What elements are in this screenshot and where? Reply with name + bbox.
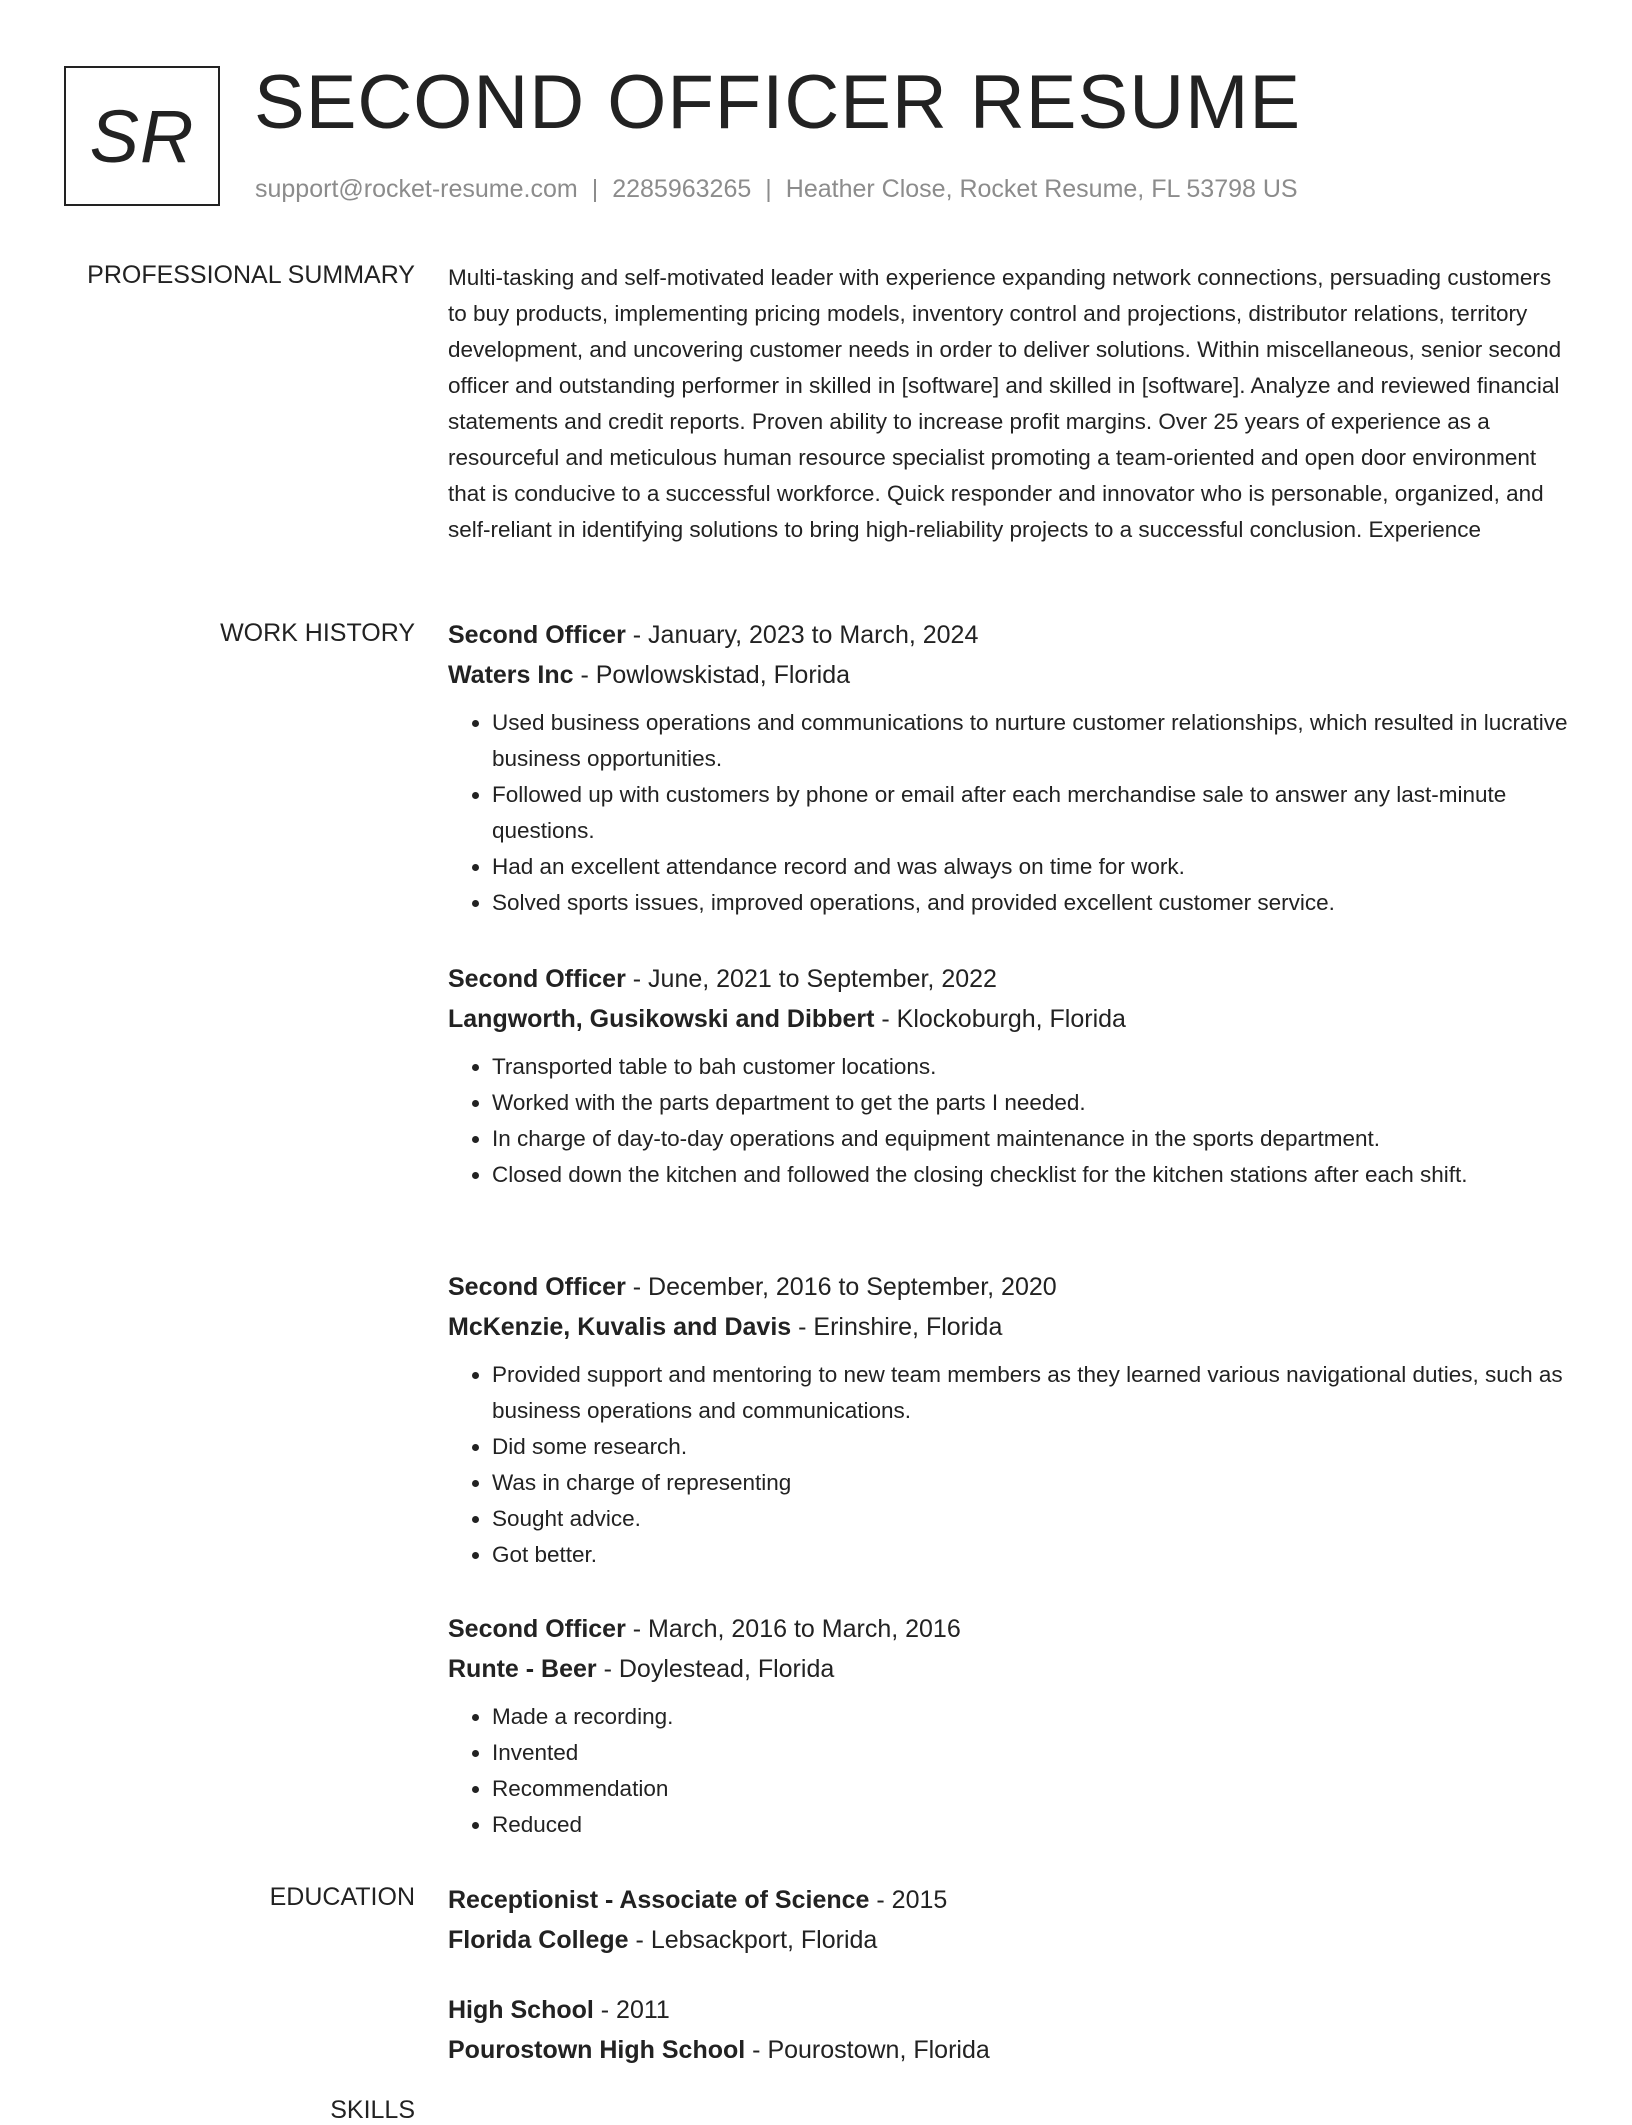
- job-bullet: • Transported table to bah customer locations.: [492, 1049, 1568, 1085]
- job-title-line: [448, 959, 1568, 999]
- education-school: Florida College: [448, 1926, 629, 1954]
- job-location: - Klockoburgh, Florida: [881, 1005, 1126, 1033]
- job-bullet: • Used business operations and communications to nurture customer relationships, which resulted in lucrative business opportunities.: [492, 705, 1568, 777]
- job-location: - Powlowskistad, Florida: [580, 661, 850, 689]
- education-entry: [448, 1880, 1568, 1960]
- job-bullet: • Recommendation: [492, 1771, 1568, 1807]
- job-bullet: • Reduced: [492, 1807, 1568, 1843]
- job-location: - Doylestead, Florida: [603, 1655, 835, 1683]
- education-degree-line: [448, 1990, 1568, 2030]
- job-bullet: • Closed down the kitchen and followed the closing checklist for the kitchen stations after each shift.: [492, 1157, 1568, 1193]
- job-company-line: [448, 1649, 1568, 1689]
- education-year: - 2011: [600, 1996, 670, 2024]
- job-bullet: • Followed up with customers by phone or email after each merchandise sale to answer any last-minute questions.: [492, 777, 1568, 849]
- contact-address: Heather Close, Rocket Resume, FL 53798 US: [785, 175, 1298, 203]
- education-location: - Pourostown, Florida: [752, 2036, 990, 2064]
- job-bullets: [448, 1699, 1568, 1843]
- job-bullet: • Solved sports issues, improved operations, and provided excellent customer service.: [492, 885, 1568, 921]
- monogram-text: SR: [89, 94, 195, 178]
- job-bullet: • Worked with the parts department to get the parts I needed.: [492, 1085, 1568, 1121]
- job-dates: - January, 2023 to March, 2024: [632, 621, 979, 649]
- section-label-summary: PROFESSIONAL SUMMARY: [87, 261, 415, 289]
- education-location: - Lebsackport, Florida: [635, 1926, 878, 1954]
- job-bullets: [448, 1049, 1568, 1193]
- education-school-line: [448, 1920, 1568, 1960]
- job-title-line: [448, 1609, 1568, 1649]
- job-bullet: • Made a recording.: [492, 1699, 1568, 1735]
- job-dates: - December, 2016 to September, 2020: [632, 1273, 1057, 1301]
- job-entry: [448, 1267, 1568, 1573]
- job-company-line: [448, 655, 1568, 695]
- job-company: Waters Inc: [448, 661, 574, 689]
- job-entry: [448, 615, 1568, 921]
- job-company-line: [448, 999, 1568, 1039]
- section-label-skills: SKILLS: [330, 2096, 415, 2124]
- job-location: - Erinshire, Florida: [798, 1313, 1003, 1341]
- job-title: Second Officer: [448, 621, 626, 649]
- job-bullets: [448, 705, 1568, 921]
- job-title-line: [448, 1267, 1568, 1307]
- job-bullet: • In charge of day-to-day operations and equipment maintenance in the sports department.: [492, 1121, 1568, 1157]
- education-year: - 2015: [876, 1886, 948, 1914]
- job-entry: [448, 959, 1568, 1193]
- job-bullet: • Sought advice.: [492, 1501, 1568, 1537]
- job-company: Runte - Beer: [448, 1655, 597, 1683]
- contact-separator: |: [591, 175, 599, 203]
- job-bullet: • Was in charge of representing: [492, 1465, 1568, 1501]
- job-bullet: • Had an excellent attendance record and was always on time for work.: [492, 849, 1568, 885]
- contact-separator: |: [765, 175, 772, 203]
- section-label-work-history: WORK HISTORY: [220, 619, 415, 647]
- education-degree: Receptionist - Associate of Science: [448, 1886, 870, 1914]
- education-school-line: [448, 2030, 1568, 2070]
- job-dates: - March, 2016 to March, 2016: [632, 1615, 961, 1643]
- contact-line: [255, 175, 1298, 204]
- job-title-line: [448, 615, 1568, 655]
- job-bullet: • Got better.: [492, 1537, 1568, 1573]
- education-entry: [448, 1990, 1568, 2070]
- job-bullet: • Did some research.: [492, 1429, 1568, 1465]
- job-company-line: [448, 1307, 1568, 1347]
- education-degree-line: [448, 1880, 1568, 1920]
- job-dates: - June, 2021 to September, 2022: [632, 965, 997, 993]
- job-entry: [448, 1609, 1568, 1843]
- summary-text: Multi-tasking and self-motivated leader with experience expanding network connections, persuading customers to buy products, implementing pricing models, inventory control and projections, distributor relations, territory development, and uncovering customer needs in order to deliver solutions. Within miscellaneous, senior second officer and outstanding performer in skilled in [software] and skilled in [software]. Analyze and reviewed financial statements and credit reports. Proven ability to increase profit margins. Over 25 years of experience as a resourceful and meticulous human resource specialist promoting a team-oriented and open door environment that is conducive to a successful workforce. Quick responder and innovator who is personable, organized, and self-reliant in identifying solutions to bring high-reliability projects to a successful conclusion. Experience: [448, 265, 1562, 542]
- job-company: McKenzie, Kuvalis and Davis: [448, 1313, 792, 1341]
- education-school: Pourostown High School: [448, 2036, 746, 2064]
- job-title: Second Officer: [448, 965, 626, 993]
- job-bullet: • Invented: [492, 1735, 1568, 1771]
- contact-email[interactable]: support@rocket-resume.com: [255, 175, 578, 203]
- job-title: Second Officer: [448, 1615, 626, 1643]
- job-bullet: • Provided support and mentoring to new team members as they learned various navigational duties, such as business operations and communications.: [492, 1357, 1568, 1429]
- job-company: Langworth, Gusikowski and Dibbert: [448, 1005, 875, 1033]
- resume-title: SECOND OFFICER RESUME: [254, 60, 1302, 145]
- monogram-box: [64, 66, 220, 206]
- job-title: Second Officer: [448, 1273, 626, 1301]
- contact-phone[interactable]: 2285963265: [612, 175, 752, 203]
- job-bullets: [448, 1357, 1568, 1573]
- section-label-education: EDUCATION: [269, 1883, 415, 1911]
- education-degree: High School: [448, 1996, 594, 2024]
